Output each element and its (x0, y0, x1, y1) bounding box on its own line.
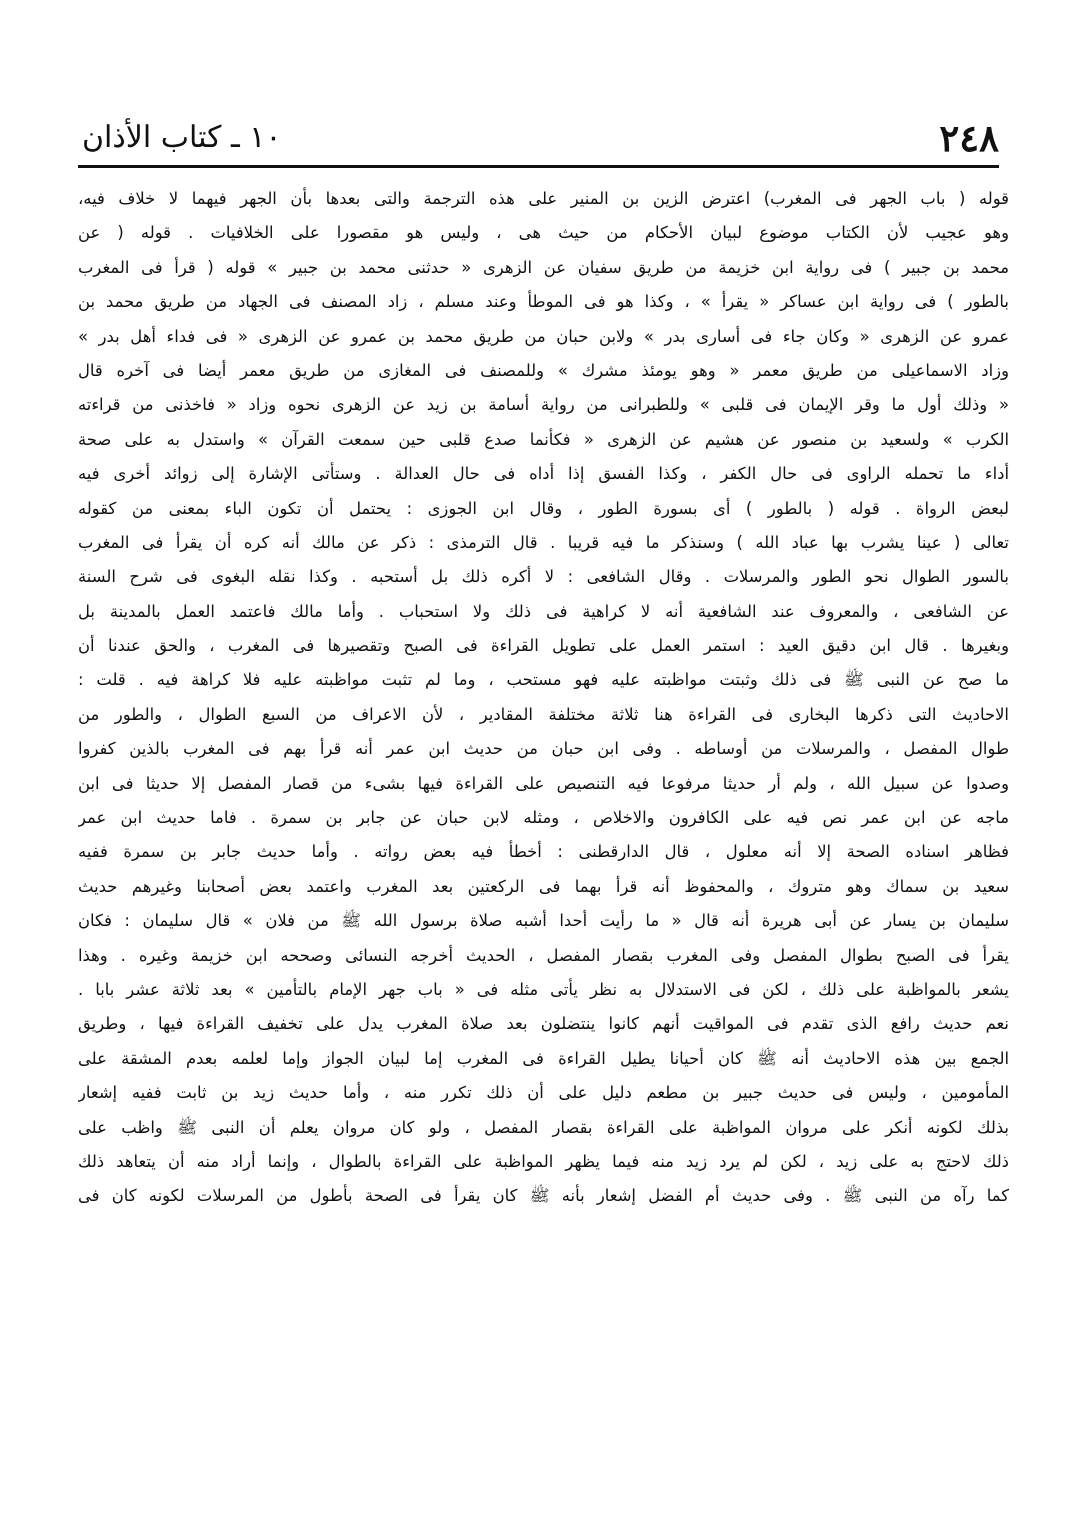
text-line (78, 1214, 1009, 1248)
text-line: تعالى ( عينا يشرب بها عباد الله ) وسنذكر ما فيه قريبا . قال الترمذى : ذكر عن مالك أنه كره أن يقرأ فى المغرب (78, 532, 1009, 552)
text-line: بذلك لكونه أنكر على مروان المواظبة على القراءة بقصار المفصل ، ولو كان مروان يعلم أن النبى ﷺ واظب على (78, 1117, 1009, 1137)
text-line: بالطور ) فى رواية ابن عساكر « يقرأ » ، وكذا هو فى الموطأ وعند مسلم ، زاد المصنف فى الجهاد من طريق محمد بن (78, 292, 1009, 312)
text-line: لبعض الرواة . قوله ( بالطور ) أى بسورة الطور ، وقال ابن الجوزى : يحتمل أن تكون الباء بمعنى من كقوله (78, 498, 1009, 518)
text-line: يشعر بالمواظبة على ذلك ، لكن فى الاستدلال به نظر يأتى مثله فى « باب جهر الإمام بالتأمين » بعد ثلاثة عشر بابا . (78, 979, 1009, 999)
text-line (78, 1248, 1009, 1282)
text-line: « وذلك أول ما وقر الإيمان فى قلبى » وللطبرانى من رواية أسامة بن زيد عن الزهرى نحوه وزاد « فاخذنى من قراءته (78, 395, 1009, 415)
text-line: ذلك لاحتج به على زيد ، لكن لم يرد زيد منه فيما يظهر المواظبة على القراءة بالطوال ، وإنما أراد منه أن يتعاهد ذلك (78, 1151, 1009, 1171)
text-line (78, 1386, 1009, 1420)
commentary-text (78, 182, 1009, 1523)
text-line (78, 1317, 1009, 1351)
text-line: بالسور الطوال نحو الطور والمرسلات . وقال الشافعى : لا أكره ذلك بل أستحبه . وكذا نقله البغوى فى شرح السنة (78, 567, 1009, 587)
text-line: الكرب » ولسعيد بن منصور عن هشيم عن الزهرى « فكأنما صدع قلبى حين سمعت القرآن » واستدل به على صحة (78, 429, 1009, 449)
text-line: سعيد بن سماك وهو متروك ، والمحفوظ أنه قرأ بهما فى الركعتين بعد المغرب واعتمد بعض أصحابنا وغيرهم حديث (78, 876, 1009, 896)
text-line: كما رآه من النبى ﷺ . وفى حديث أم الفضل إشعار بأنه ﷺ كان يقرأ فى الصحة بأطول من المرسلات لكونه كان فى (78, 1186, 1009, 1206)
text-line: عن الشافعى ، والمعروف عند الشافعية أنه لا كراهية فى ذلك ولا استحباب . وأما مالك فاعتمد العمل بالمدينة بل (78, 601, 1009, 621)
text-line: فظاهر اسناده الصحة إلا أنه معلول ، قال الدارقطنى : أخطأ فيه بعض رواته . وأما حديث جابر بن سمرة ففيه (78, 842, 1009, 862)
text-line: الاحاديث التى ذكرها البخارى فى القراءة هنا ثلاثة مختلفة المقادير ، لأن الاعراف من السبع الطوال ، والطور من (78, 704, 1009, 724)
text-line (78, 1351, 1009, 1385)
text-line (78, 1283, 1009, 1317)
text-line: سليمان بن يسار عن أبى هريرة أنه قال « ما رأيت أحدا أشبه صلاة برسول الله ﷺ من فلان » قال سليمان : فكان (78, 911, 1009, 931)
text-line: ماجه عن ابن عمر نص فيه على الكافرون والاخلاص ، ومثله لابن حبان عن جابر بن سمرة . فاما حديث ابن عمر (78, 808, 1009, 828)
page-header (78, 112, 999, 164)
text-line: وزاد الاسماعيلى من طريق معمر « وهو يومئذ مشرك » وللمصنف فى المغازى من طريق معمر أيضا فى آخره قال (78, 360, 1009, 380)
text-line (78, 1489, 1009, 1523)
text-line: أداء ما تحمله الراوى فى حال الكفر ، وكذا الفسق إذا أداه فى حال العدالة . وستأتى الإشارة إلى زوائد أخرى فيه (78, 464, 1009, 484)
text-line: عمرو عن الزهرى « وكان جاء فى أسارى بدر » ولابن حبان من طريق محمد بن عمرو عن الزهرى « فى فداء أهل بدر » (78, 326, 1009, 346)
text-line: المأمومين ، وليس فى حديث جبير بن مطعم دليل على أن ذلك تكرر منه ، وأما حديث زيد بن ثابت ففيه إشعار (78, 1083, 1009, 1103)
text-line: نعم حديث رافع الذى تقدم فى المواقيت أنهم كانوا ينتضلون بعد صلاة المغرب يدل على تخفيف القراءة فيها ، وطريق (78, 1014, 1009, 1034)
text-line: وصدوا عن سبيل الله ، ولم أر حديثا مرفوعا فيه التنصيص على القراءة فيها بشىء من قصار المفصل إلا حديثا فى ابن (78, 773, 1009, 793)
chapter-title: ١٠ ـ كتاب الأذان (82, 120, 282, 155)
header-rule (78, 165, 999, 168)
text-line: قوله ( باب الجهر فى المغرب) اعترض الزين بن المنير على هذه الترجمة والتى بعدها بأن الجهر فيهما لا خلاف فيه، (78, 189, 1009, 208)
text-line: وبغيرها . قال ابن دقيق العيد : استمر العمل على تطويل القراءة فى الصبح وتقصيرها فى المغرب ، والحق عندنا أن (78, 636, 1009, 656)
text-line (78, 1420, 1009, 1454)
text-line: محمد بن جبير ) فى رواية ابن خزيمة من طريق سفيان عن الزهرى « حدثنى محمد بن جبير » قوله ( قرأ فى المغرب (78, 257, 1009, 277)
text-line: الجمع بين هذه الاحاديث أنه ﷺ كان أحيانا يطيل القراءة فى المغرب إما لبيان الجواز وإما لعلمه بعدم المشقة على (78, 1048, 1009, 1068)
text-line: وهو عجيب لأن الكتاب موضوع لبيان الأحكام من حيث هى ، وليس هو مقصورا على الخلافيات . قوله ( عن (78, 223, 1009, 243)
text-line: ما صح عن النبى ﷺ فى ذلك وثبتت مواظبته عليه فهو مستحب ، وما لم تثبت مواظبته عليه فلا كراهة فيه . قلت : (78, 670, 1009, 690)
text-line (78, 1454, 1009, 1488)
text-line: يقرأ فى الصبح بطوال المفصل وفى المغرب بقصار المفصل ، الحديث أخرجه النسائى وصححه ابن خزيمة وغيره . وهذا (78, 945, 1009, 965)
text-line: طوال المفصل ، والمرسلات من أوساطه . وفى ابن حبان من حديث ابن عمر أنه قرأ بهم فى المغرب بالذين كفروا (78, 739, 1009, 759)
page-number: ٢٤٨ (939, 116, 999, 160)
